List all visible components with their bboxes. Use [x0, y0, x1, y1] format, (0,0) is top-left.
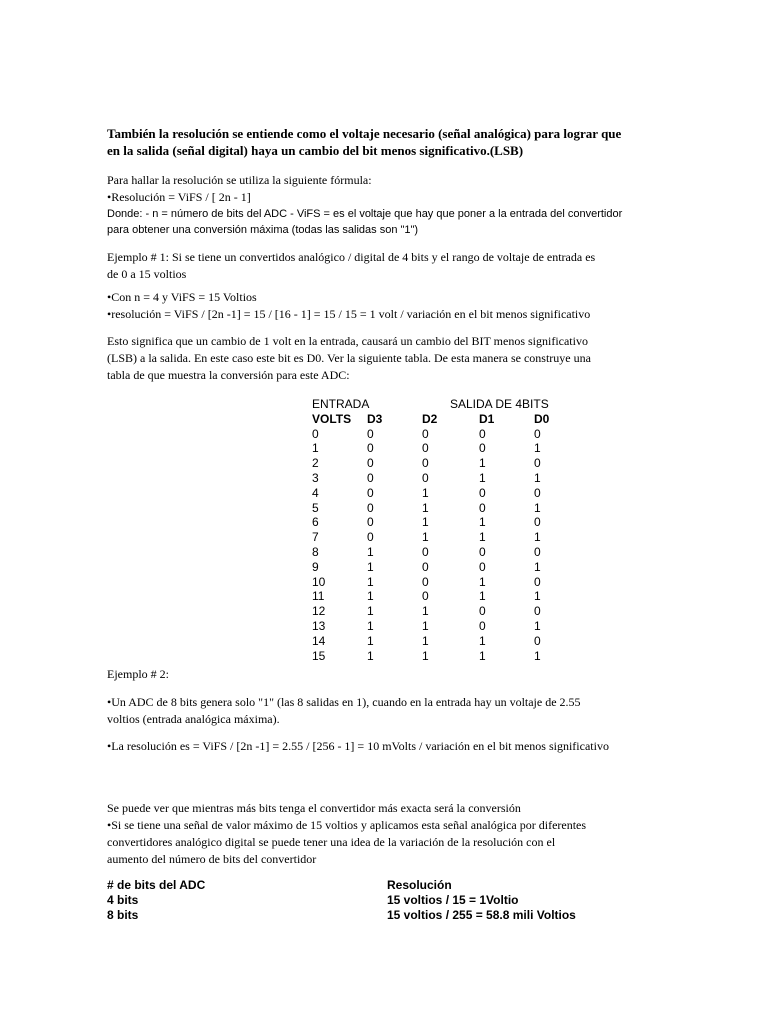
table-row [107, 908, 667, 923]
table-cell: 2 [312, 456, 319, 471]
table-cell: 0 [534, 485, 541, 500]
table-cell: 0 [479, 604, 486, 619]
example2-line: •Un ADC de 8 bits genera solo "1" (las 8 salidas en 1), cuando en la entrada hay un voltaje de 2.55 [107, 695, 581, 709]
table-cell: 1 [534, 470, 541, 485]
table-cell: 1 [534, 441, 541, 456]
table-cell: 0 [367, 470, 374, 485]
table-cell: 1 [422, 648, 429, 663]
example2-line: •La resolución es = ViFS / [2n -1] = 2.55 / [256 - 1] = 10 mVolts / variación en el bit menos significativo [107, 739, 609, 753]
table-cell: 0 [534, 544, 541, 559]
example1-line: de 0 a 15 voltios [107, 267, 187, 281]
table-cell: 15 voltios / 15 = 1Voltio [387, 893, 519, 907]
example2-line: voltios (entrada analógica máxima). [107, 712, 280, 726]
table-cell: 0 [367, 426, 374, 441]
example1-line: Ejemplo # 1: Si se tiene un convertidos analógico / digital de 4 bits y el rango de voltaje de entrada es [107, 250, 596, 264]
table-cell: 0 [534, 574, 541, 589]
table-cell: 1 [479, 574, 486, 589]
table-cell: 0 [422, 470, 429, 485]
example1-bullet: •resolución = ViFS / [2n -1] = 15 / [16 - 1] = 15 / 15 = 1 volt / variación en el bit menos significativo [107, 307, 591, 321]
explanation-line: Esto significa que un cambio de 1 volt en la entrada, causará un cambio del BIT menos significativo [107, 334, 588, 348]
table-cell: 1 [534, 618, 541, 633]
table-cell: 1 [534, 530, 541, 545]
table-cell: 0 [479, 441, 486, 456]
table-cell: 1 [367, 633, 374, 648]
column-header: # de bits del ADC [107, 878, 206, 892]
formula-section [107, 172, 667, 206]
formula-where [107, 206, 667, 238]
table-cell: 0 [479, 485, 486, 500]
table-cell: 1 [479, 589, 486, 604]
table-cell: 0 [534, 456, 541, 471]
table-cell: 1 [534, 648, 541, 663]
table-cell: 1 [534, 559, 541, 574]
table-cell: 1 [422, 500, 429, 515]
column-header: D3 [367, 411, 383, 426]
column-header: VOLTS [312, 411, 352, 426]
table-cell: 14 [312, 633, 326, 648]
table-cell: 1 [534, 500, 541, 515]
table-cell: 4 [312, 485, 319, 500]
example2-bullet1 [107, 694, 667, 728]
example1-bullet: •Con n = 4 y ViFS = 15 Voltios [107, 290, 257, 304]
group-input-label: ENTRADA [312, 397, 370, 411]
table-cell: 1 [367, 559, 374, 574]
table-cell: 0 [367, 456, 374, 471]
table-cell: 0 [422, 441, 429, 456]
table-cell: 0 [367, 441, 374, 456]
table-cell: 1 [479, 648, 486, 663]
table-cell: 3 [312, 470, 319, 485]
table-cell: 5 [312, 500, 319, 515]
table-cell: 1 [312, 441, 319, 456]
group-output-label: SALIDA DE 4BITS [450, 397, 549, 411]
conclusion-line: •Si se tiene una señal de valor máximo de 15 voltios y aplicamos esta señal analógica por diferentes [107, 818, 587, 832]
table-cell: 15 [312, 648, 326, 663]
where-line: para obtener una conversión máxima (todas las salidas son "1") [107, 224, 419, 236]
table-cell: 0 [367, 485, 374, 500]
table-cell: 1 [479, 633, 486, 648]
table-cell: 1 [479, 456, 486, 471]
example1-bullets [107, 289, 667, 323]
column-header: Resolución [387, 878, 452, 892]
example2-bullet2 [107, 738, 667, 755]
table-cell: 0 [422, 456, 429, 471]
table-cell: 0 [367, 500, 374, 515]
conclusion-line: convertidores analógico digital se puede tener una idea de la variación de la resolución con el [107, 835, 556, 849]
explanation-paragraph [107, 333, 667, 384]
resolution-header-row [107, 878, 667, 893]
table-cell: 0 [479, 544, 486, 559]
table-cell: 1 [479, 470, 486, 485]
table-cell: 0 [479, 500, 486, 515]
table-cell: 1 [422, 530, 429, 545]
table-cell: 0 [367, 515, 374, 530]
table-cell: 4 bits [107, 893, 139, 907]
table-cell: 1 [367, 618, 374, 633]
table-cell: 1 [422, 604, 429, 619]
table-cell: 15 voltios / 255 = 58.8 mili Voltios [387, 908, 576, 922]
table-cell: 0 [534, 633, 541, 648]
table-cell: 9 [312, 559, 319, 574]
table-cell: 1 [534, 589, 541, 604]
table-cell: 0 [422, 559, 429, 574]
conclusion-line: aumento del número de bits del convertidor [107, 852, 317, 866]
table-cell: 1 [422, 633, 429, 648]
table-cell: 0 [479, 426, 486, 441]
formula-heading: Para hallar la resolución se utiliza la siguiente fórmula: [107, 173, 372, 187]
conclusion-line: Se puede ver que mientras más bits tenga el convertidor más exacta será la conversión [107, 801, 521, 815]
table-cell: 12 [312, 604, 326, 619]
table-row [107, 893, 667, 908]
table-cell: 0 [534, 604, 541, 619]
table-cell: 0 [422, 544, 429, 559]
table-cell: 11 [312, 589, 325, 604]
table-cell: 1 [422, 485, 429, 500]
formula-bullet: •Resolución = ViFS / [ 2n - 1] [107, 190, 251, 204]
table-cell: 1 [367, 589, 374, 604]
table-cell: 10 [312, 574, 326, 589]
table-cell: 0 [479, 618, 486, 633]
table-cell: 1 [479, 530, 486, 545]
table-cell: 1 [367, 544, 374, 559]
intro-line: También la resolución se entiende como el voltaje necesario (señal analógica) para lograr que [107, 126, 622, 141]
column-header: D2 [422, 411, 438, 426]
table-cell: 0 [479, 559, 486, 574]
example1-paragraph [107, 249, 667, 283]
table-cell: 0 [534, 426, 541, 441]
conclusion-paragraph [107, 800, 667, 868]
table-cell: 0 [312, 426, 319, 441]
table-cell: 8 [312, 544, 319, 559]
explanation-line: (LSB) a la salida. En este caso este bit es D0. Ver la siguiente tabla. De esta manera se construye una [107, 351, 591, 365]
table-cell: 0 [367, 530, 374, 545]
table-cell: 0 [422, 589, 429, 604]
table-cell: 1 [479, 515, 486, 530]
table-cell: 1 [422, 515, 429, 530]
where-line: Donde: - n = número de bits del ADC - ViFS = es el voltaje que hay que poner a la entrada del convertidor [107, 208, 623, 220]
table-cell: 1 [422, 618, 429, 633]
table-cell: 6 [312, 515, 319, 530]
table-cell: 13 [312, 618, 326, 633]
table-cell: 0 [422, 574, 429, 589]
resolution-table [107, 878, 667, 923]
table-cell: 0 [534, 515, 541, 530]
intro-paragraph [107, 125, 667, 159]
table-cell: 1 [367, 574, 374, 589]
table-cell: 0 [422, 426, 429, 441]
intro-line: en la salida (señal digital) haya un cambio del bit menos significativo.(LSB) [107, 143, 524, 158]
explanation-line: tabla de que muestra la conversión para este ADC: [107, 368, 350, 382]
column-header: D0 [534, 411, 550, 426]
table-cell: 1 [367, 648, 374, 663]
example2-title: Ejemplo # 2: [107, 667, 169, 681]
table-cell: 8 bits [107, 908, 139, 922]
table-cell: 7 [312, 530, 319, 545]
table-cell: 1 [367, 604, 374, 619]
example2-heading [107, 666, 667, 683]
column-header: D1 [479, 411, 495, 426]
